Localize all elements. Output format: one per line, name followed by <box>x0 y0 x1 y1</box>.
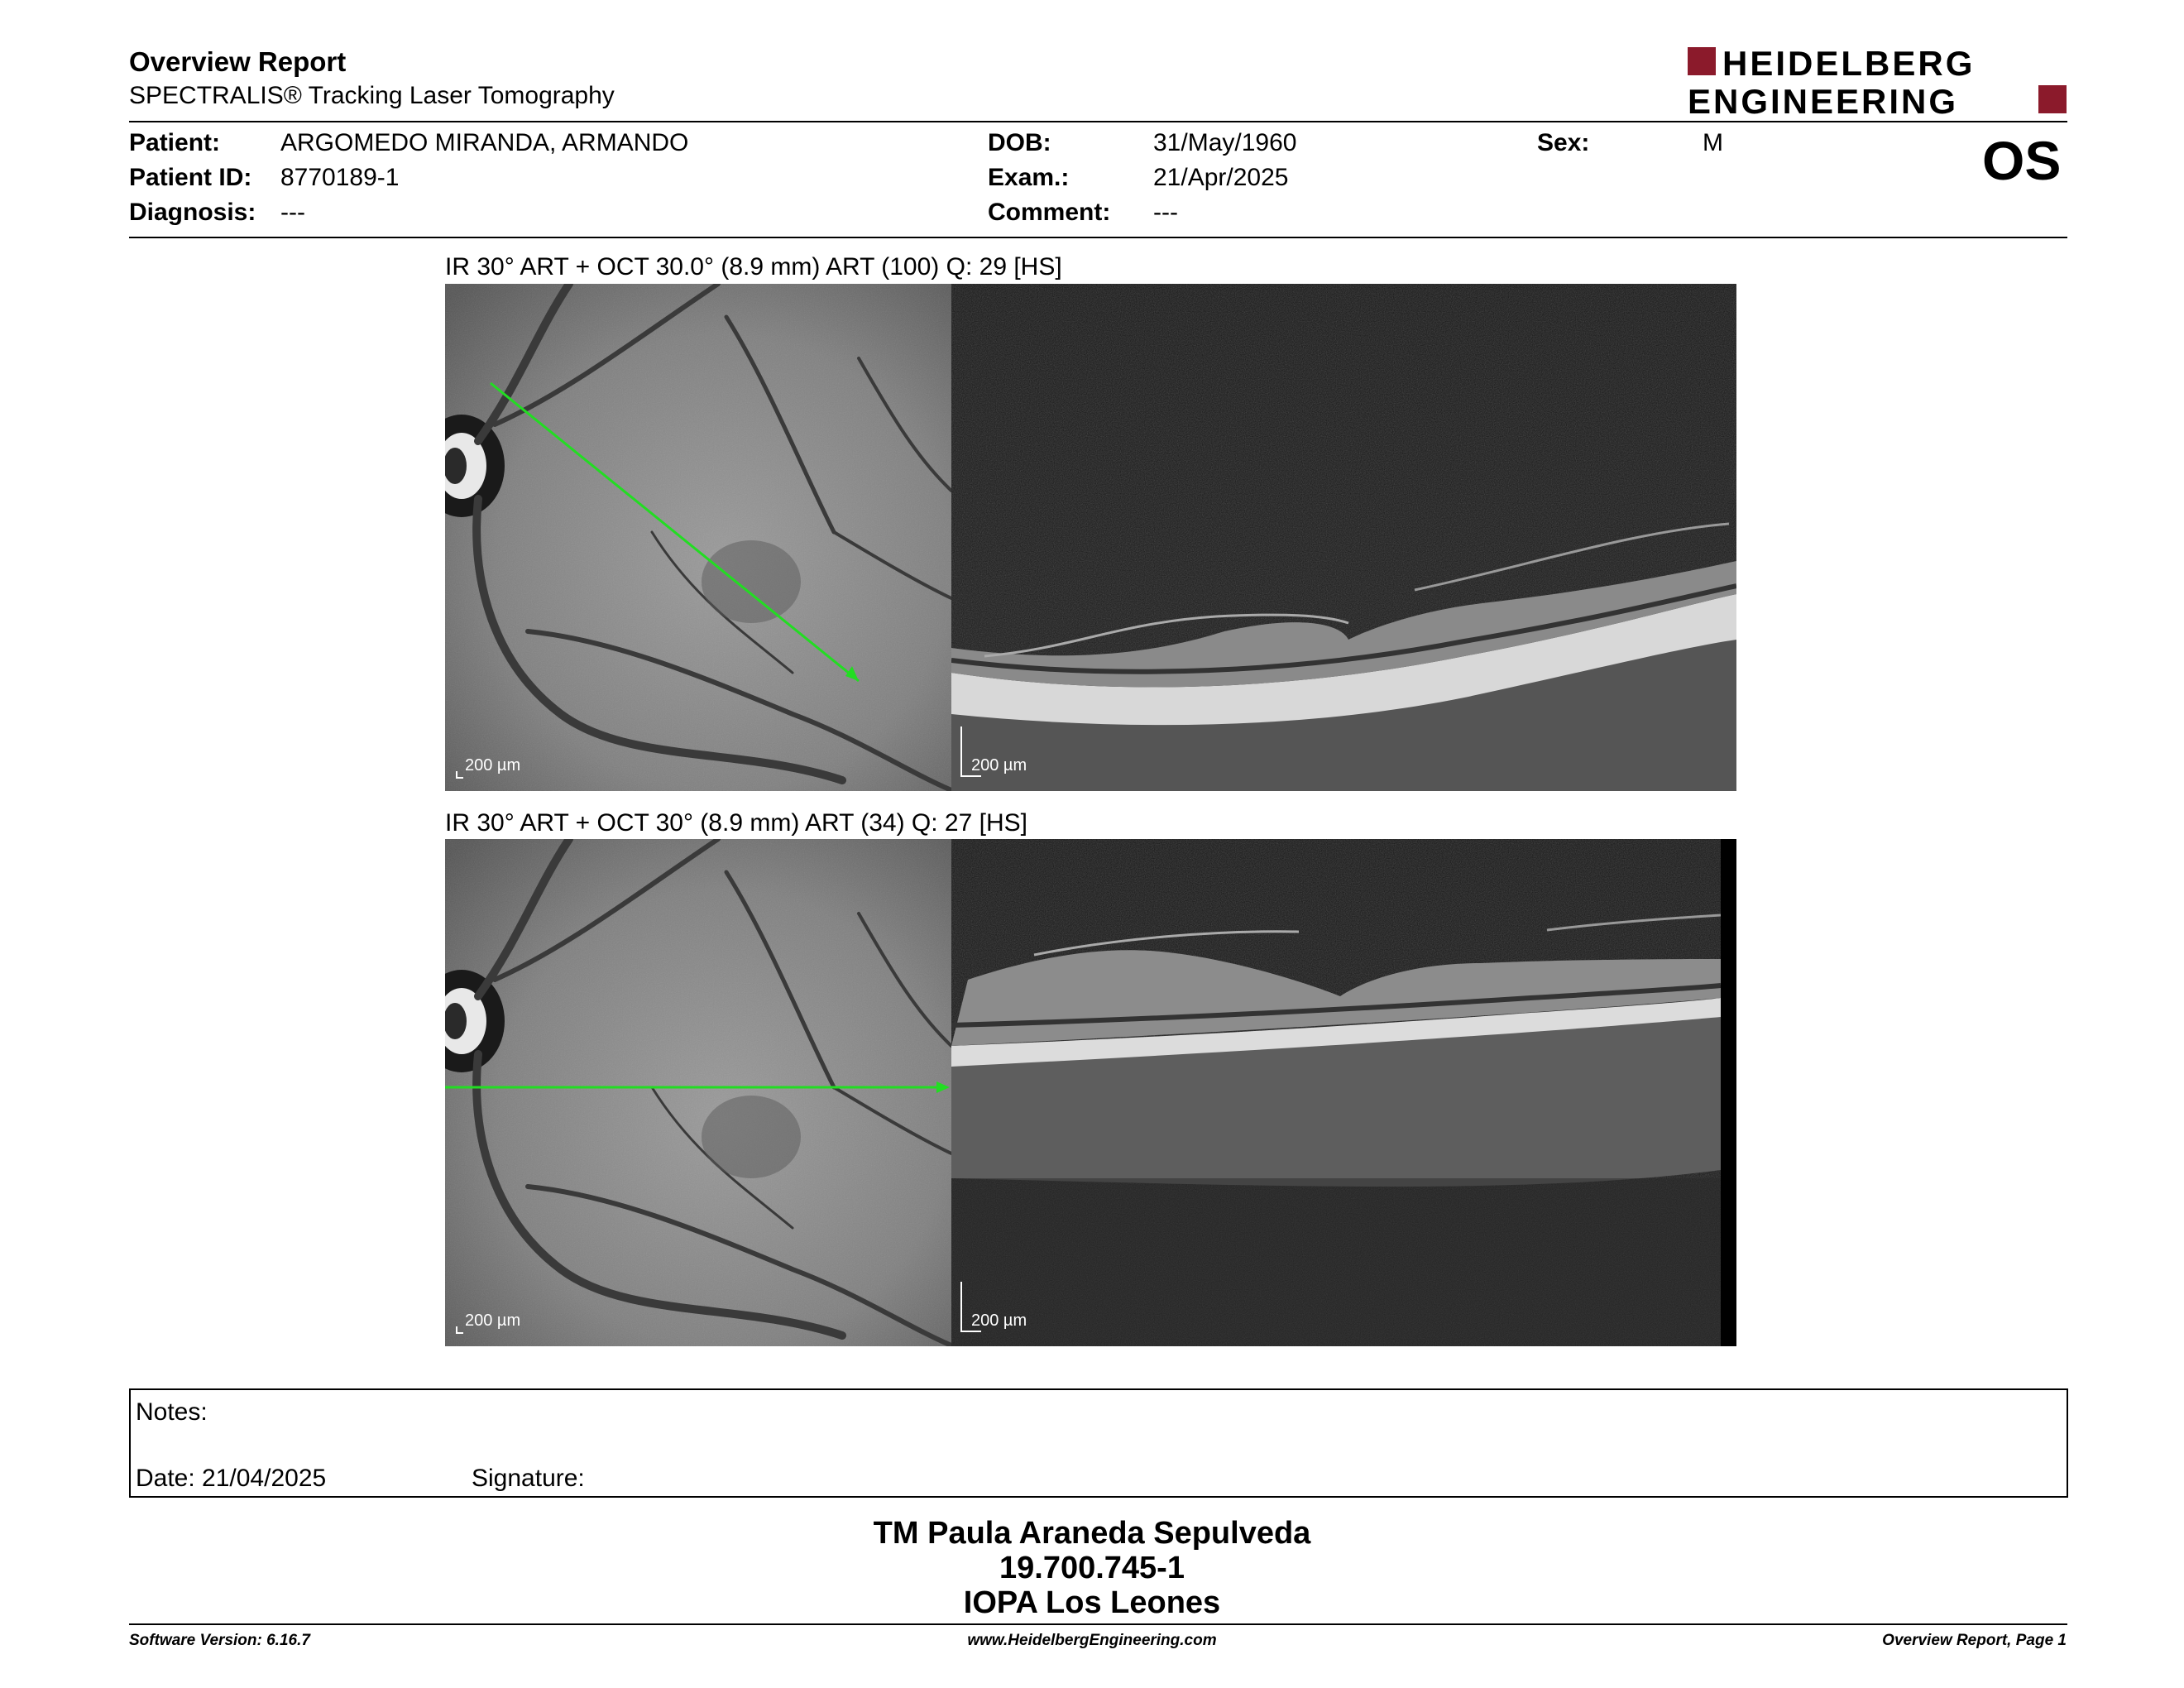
patient-name: ARGOMEDO MIRANDA, ARMANDO <box>280 129 689 156</box>
notes-box[interactable] <box>129 1388 2068 1498</box>
software-version: Software Version: 6.16.7 <box>129 1632 310 1649</box>
scan1-fundus-scale: 200 µm <box>465 756 521 774</box>
scan2-fundus-image <box>445 839 951 1346</box>
scan2-caption: IR 30° ART + OCT 30° (8.9 mm) ART (34) Q: 27 [HS] <box>445 809 1027 837</box>
website-link[interactable]: www.HeidelbergEngineering.com <box>967 1632 1217 1649</box>
date-label: Date: 21/04/2025 <box>136 1465 327 1492</box>
exam-label: Exam.: <box>988 164 1070 191</box>
page-number: Overview Report, Page 1 <box>1882 1632 2067 1649</box>
sex-label: Sex: <box>1537 129 1590 156</box>
scan2-oct-image <box>951 839 1736 1346</box>
report-title: Overview Report <box>129 46 347 77</box>
report-subtitle: SPECTRALIS® Tracking Laser Tomography <box>129 82 615 109</box>
patient-divider <box>129 237 2067 238</box>
scan2-oct-scale: 200 µm <box>971 1312 1027 1330</box>
scan1-oct-scale: 200 µm <box>971 756 1027 774</box>
logo-line1: HEIDELBERG <box>1722 46 1976 83</box>
dob-label: DOB: <box>988 129 1051 156</box>
comment-label: Comment: <box>988 199 1111 226</box>
exam-value: 21/Apr/2025 <box>1153 164 1289 191</box>
diagnosis-value: --- <box>280 199 305 226</box>
signature-label: Signature: <box>472 1465 585 1492</box>
stamp-name: TM Paula Araneda Sepulveda <box>873 1516 1311 1551</box>
footer-divider <box>129 1623 2067 1625</box>
patient-id: 8770189-1 <box>280 164 400 191</box>
stamp-institution: IOPA Los Leones <box>963 1585 1221 1620</box>
header-divider <box>129 121 2067 122</box>
scan1-fundus-image <box>445 284 951 791</box>
comment-value: --- <box>1153 199 1178 226</box>
dob-value: 31/May/1960 <box>1153 129 1297 156</box>
eye-indicator: OS <box>1982 130 2062 191</box>
stamp-id: 19.700.745-1 <box>999 1551 1185 1585</box>
scan2-fundus-scale: 200 µm <box>465 1312 521 1330</box>
notes-label: Notes: <box>136 1398 208 1426</box>
scan1-oct-image <box>951 284 1736 791</box>
logo-line2: ENGINEERING <box>1688 82 1959 117</box>
scan1-caption: IR 30° ART + OCT 30.0° (8.9 mm) ART (100) Q: 29 [HS] <box>445 253 1062 281</box>
diagnosis-label: Diagnosis: <box>129 199 256 226</box>
sex-value: M <box>1703 129 1723 156</box>
patient-label: Patient: <box>129 129 221 156</box>
patient-id-label: Patient ID: <box>129 164 252 191</box>
heidelberg-logo <box>1688 46 2068 117</box>
